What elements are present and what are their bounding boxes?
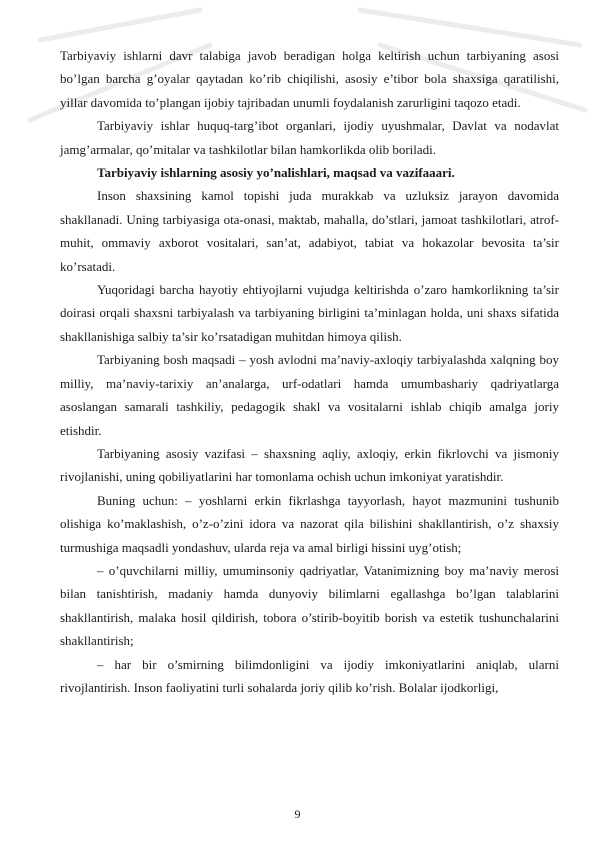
paragraph-9: – har bir o’smirning bilimdonligini va ijodiy imkoniyatlarini aniqlab, ularni rivojlantirish. Inson faoliyatini turli sohalarda joriy qilib ko’rish. Bolalar ijodkorligi, xyxy=(60,656,559,695)
paragraph-1: Tarbiyaviy ishlarni davr talabiga javob beradigan holga keltirish uchun tarbiyaning asosi bo’lgan barcha g’oyalar qaytadan ko’rib chiqilishi, asosiy e’tibor bola shaxsiga qaratilishi, yillar davomida to’plangan ijobiy tajribadan unumli foydalanish zarurligini taqozo etadi. xyxy=(60,48,559,110)
paragraph-3: Inson shaxsining kamol topishi juda murakkab va uzluksiz jarayon davomida shakllanadi. Uning tarbiyasiga ota-onasi, maktab, mahalla, do’stlari, jamoat tashkilotlari, atrof-muhit, ommaviy axborot vositalari, san’at, adabiyot, tabiat va hokazolar bevosita ta’sir ko’rsatadi. xyxy=(60,188,559,274)
section-heading: Tarbiyaviy ishlarning asosiy yo’nalishlari, maqsad va vazifaaari. xyxy=(97,165,455,181)
paragraph-7: Buning uchun: – yoshlarni erkin fikrlashga tayyorlash, hayot mazmunini tushunib olishiga ko’maklashish, o’z-o’zini idora va nazorat qila bilishini shakllantirish, o’z shaxsiy turmushiga maqsadli yondashuv, ularda reja va amal birligi hissini uyg’otish; xyxy=(60,492,559,555)
page-number: 9 xyxy=(294,807,301,821)
paragraph-6: Tarbiyaning asosiy vazifasi – shaxsning aqliy, axloqiy, erkin fikrlovchi va jismoniy rivojlanishi, uning qobiliyatlarini har tomonlama ochish uchun imkoniyat yaratishdir. xyxy=(60,445,559,485)
document-page xyxy=(60,44,559,699)
paragraph-8: – o’quvchilarni milliy, umuminsoniy qadriyatlar, Vatanimizning boy ma’naviy merosi bilan tanishtirish, madaniy hamda dunyoviy bilimlarni egallashga bo’lgan talablarini shakllantirish, malaka hosil qildirish, tobora o’stirib-boyitib borish va estetik tushunchalarini shakllantirish; xyxy=(60,562,559,649)
paragraph-5: Tarbiyaning bosh maqsadi – yosh avlodni ma’naviy-axloqiy tarbiyalashda xalqning boy milliy, ma’naviy-tarixiy an’analarga, urf-odatlari hamda umumbashariy qadriyatlarga asoslangan samarali tashkiliy, pedagogik shakl va vositalarni ishlab chiqib amalga joriy etishdir. xyxy=(60,352,559,438)
paragraph-4: Yuqoridagi barcha hayotiy ehtiyojlarni vujudga keltirishda o’zaro hamkorlikning ta’sir doirasi orqali shaxsni tarbiyalash va tarbiyaning birligini ta’minlagan holda, uni shaxs sifatida shakllanishiga salbiy ta’sir ko’rsatadigan muhitdan himoya qilish. xyxy=(60,282,559,344)
paragraph-2: Tarbiyaviy ishlar huquq-targ’ibot organlari, ijodiy uyushmalar, Davlat va nodavlat jamg’armalar, qo’mitalar va tashkilotlar bilan hamkorlikda olib boriladi. xyxy=(60,118,559,157)
